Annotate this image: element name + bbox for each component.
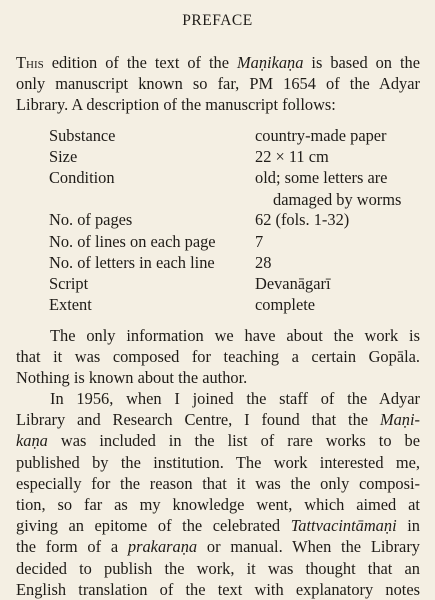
- paragraph-line: [16, 409, 420, 430]
- desc-label: No. of letters in each line: [49, 252, 215, 272]
- paragraph-history: [16, 388, 420, 600]
- text-run: the form of a: [16, 537, 128, 557]
- desc-label: Script: [49, 273, 89, 293]
- paragraph-author-info: [16, 325, 420, 389]
- paragraph-line: [16, 536, 420, 557]
- manuscript-description-table: [49, 125, 419, 315]
- intro-paragraph: [16, 52, 420, 116]
- paragraph-line: decided to publish the work, it was thought that an: [16, 558, 420, 578]
- paragraph-line: English translation of the text with explanatory notes: [16, 579, 420, 599]
- text-run: Library and Research Centre, I found that the: [16, 410, 380, 430]
- term-prakaraṇa: prakaraṇa: [127, 537, 198, 557]
- intro-line-2: only manuscript known so far, PM 1654 of the Adyar: [16, 74, 420, 94]
- desc-value: Devanāgarī: [255, 273, 331, 293]
- desc-row-letters: [49, 252, 419, 273]
- desc-row-substance: [49, 125, 419, 146]
- work-title-maṇikaṇa: kaṇa: [16, 431, 48, 451]
- desc-label: Substance: [49, 126, 116, 145]
- desc-label: Extent: [49, 295, 92, 315]
- page-title: PREFACE: [182, 12, 253, 29]
- work-title-tattvacintāmaṇi: Tattvacintāmaṇi: [290, 516, 397, 536]
- text-run: was included in the list of rare works to be: [47, 431, 420, 451]
- paragraph-line: that it was composed for teaching a certain Gopāla.: [16, 347, 420, 367]
- work-title-maṇikaṇa: Maṇi-: [379, 410, 420, 430]
- paragraph-line: [16, 430, 420, 451]
- text-run: in: [396, 516, 420, 536]
- desc-label: Size: [49, 147, 78, 167]
- desc-row-script: [49, 273, 419, 294]
- desc-value: 62 (fols. 1-32): [255, 210, 350, 230]
- desc-value-continuation: damaged by worms: [273, 189, 402, 209]
- work-title-maṇikaṇa: Maṇikaṇa: [236, 53, 304, 72]
- desc-row-condition: [49, 167, 419, 209]
- desc-value-line: old; some letters are: [255, 168, 388, 188]
- desc-value: 28: [255, 252, 272, 272]
- desc-row-size: [49, 146, 419, 167]
- text-run: or manual. When the Library: [197, 537, 420, 557]
- intro-line-1: [16, 52, 420, 73]
- intro-line-3: Library. A description of the manuscript follows:: [16, 95, 336, 115]
- paragraph-line: tion, so far as my knowledge went, which aimed at: [16, 495, 420, 515]
- desc-value: complete: [255, 295, 316, 315]
- desc-label: No. of pages: [49, 210, 133, 230]
- paragraph-line: The only information we have about the work is: [50, 326, 420, 345]
- paragraph-line: [16, 515, 420, 536]
- paragraph-line: published by the institution. The work interested me,: [16, 452, 420, 472]
- desc-row-pages: [49, 209, 419, 230]
- paragraph-line: In 1956, when I joined the staff of the Adyar: [50, 389, 420, 408]
- intro-line-1-rest: is based on the: [303, 53, 420, 72]
- desc-value: 22 × 11 cm: [255, 147, 329, 167]
- desc-label: Condition: [49, 168, 115, 188]
- desc-row-lines: [49, 231, 419, 252]
- paragraph-line: Nothing is known about the author.: [16, 368, 248, 388]
- desc-row-extent: [49, 294, 419, 315]
- desc-label: No. of lines on each page: [49, 231, 216, 251]
- intro-lead-word: This: [16, 53, 44, 72]
- desc-value: country-made paper: [255, 126, 387, 145]
- desc-value: 7: [255, 231, 264, 251]
- text-run: giving an epitome of the celebrated: [16, 516, 291, 536]
- intro-line-1-text: edition of the text of the: [51, 53, 237, 72]
- desc-value: [255, 167, 401, 209]
- paragraph-line: especially for the reason that it was the only composi-: [16, 473, 420, 493]
